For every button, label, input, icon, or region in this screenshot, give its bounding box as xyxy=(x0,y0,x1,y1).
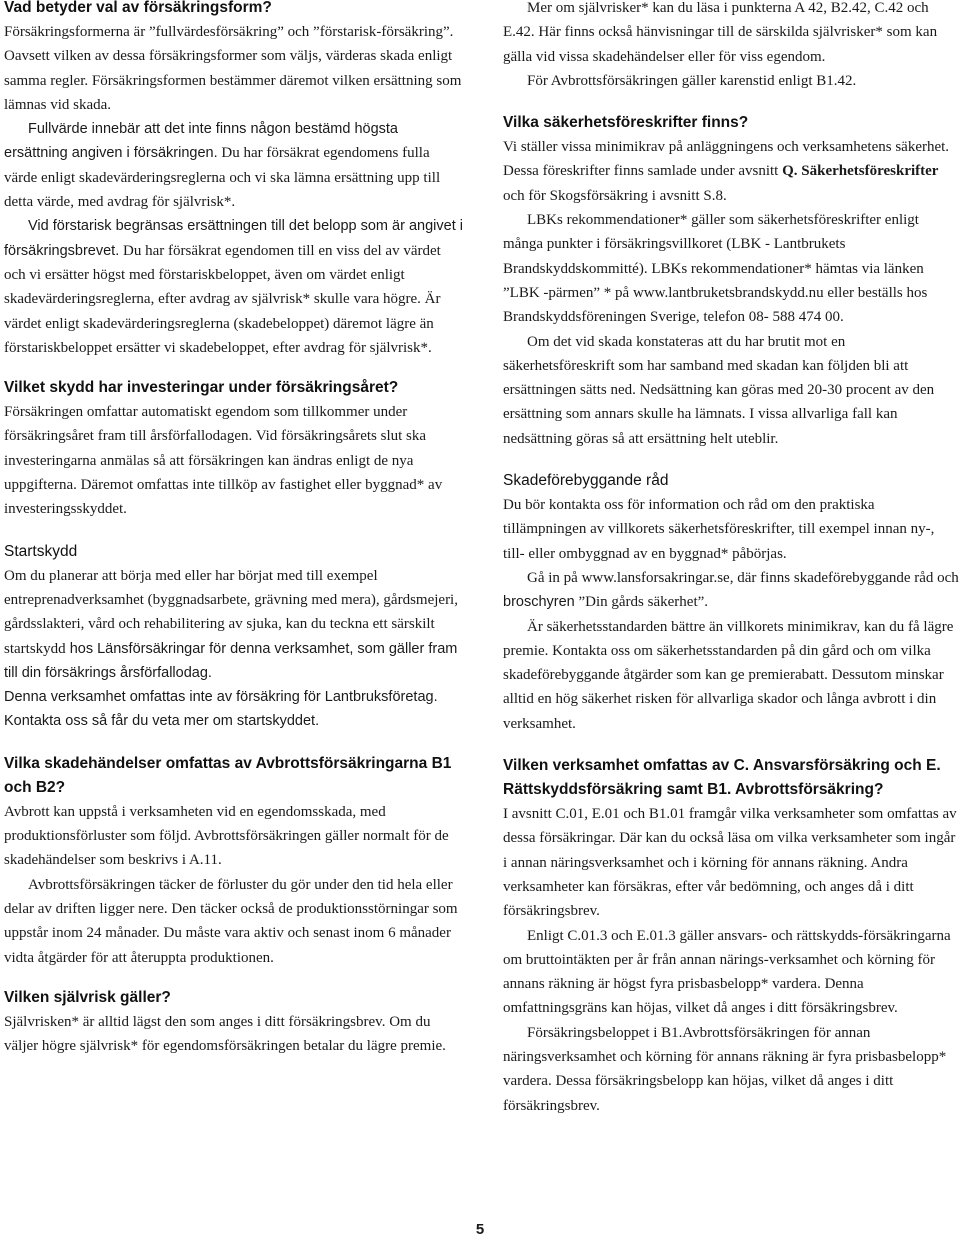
startskydd-text-b: hos Länsförsäkringar för denna verksamhet, som gäller fram till din försäkrings årsförfallodag. xyxy=(4,640,458,681)
contact-text-a: Kontakta oss så får du veta mer om xyxy=(4,713,233,730)
paragraph-lbk: LBKs rekommendationer* gäller som säkerhetsföreskrifter enligt många punkter i försäkringsvillkoret (LBK - Lantbrukets Brandskyddskommitté). LBKs rekommendationer* hämtas via länken ”LBK -pärmen” * på www.lantbruketsbrandskydd.nu eller beställs hos Brandskyddsföreningen Sverige, telefon 08- 588 474 00. xyxy=(503,212,928,326)
paragraph-lansforsakringar-link xyxy=(503,566,959,615)
link-text-a: Gå in på www.lansforsakringar.se, där finns skadeförebyggande råd och xyxy=(527,569,959,586)
paragraph-karenstid: För Avbrottsförsäkringen gäller karenstid enligt B1.42. xyxy=(527,72,857,89)
paragraph-avbrott-2: Avbrottsförsäkringen täcker de förluster du gör under den tid hela eller delar av driften ligger nere. Den täcker också de produktionsstörningar som uppstår inom 24 månader. Du måste vara aktiv och senast inom 6 månader vidta åtgärder för att återuppta produktionen. xyxy=(4,876,458,966)
paragraph-forstarisk xyxy=(4,214,464,360)
link-text-b: ”Din gårds säkerhet”. xyxy=(574,594,709,611)
paragraph-sjalvrisk: Självrisken* är alltid lägst den som anges i ditt försäkringsbrev. Om du väljer högre självrisk* för egendomsförsäkringen betalar du lägre premie. xyxy=(4,1013,446,1055)
paragraph-forsakringsbelopp: Försäkringsbeloppet i B1.Avbrottsförsäkringen för annan näringsverksamhet och körning för annans räkning är fyra prisbasbelopp* vardera. Dessa försäkringsbelopp kan höjas, vilket då anges i ditt försäkringsbrev. xyxy=(503,1024,947,1114)
heading-verksamhet: Vilken verksamhet omfattas av C. Ansvarsförsäkring och E. Rättskyddsförsäkring samt B1. Avbrottsförsäkring? xyxy=(503,757,941,799)
minimikrav-text-a: Vi ställer vissa minimikrav på anläggningens och verksamhetens säkerhet. Dessa föreskrifter finns samlade under avsnitt xyxy=(503,139,950,180)
heading-startskydd: Startskydd xyxy=(4,542,78,560)
paragraph-kontakta: Du bör kontakta oss för information och råd om den praktiska tillämpningen av villkorets säkerhetsföreskrifter, till exempel innan ny-, till- eller ombyggnad av en byggnad* påbörjas. xyxy=(503,497,935,562)
paragraph-premierabatt: Är säkerhetsstandarden bättre än villkorets minimikrav, kan du få lägre premie. Kontakta oss om säkerhetsstandarden på din gård och om vilka skadeförebyggande åtgärder som kan ge premierabatt. Dessutom minskar alltid en hög säkerhet risken för allvarliga skador och långa avbrott i din verksamhet. xyxy=(503,618,954,732)
paragraph-more-sjalvrisk: Mer om självrisker* kan du läsa i punkterna A 42, B2.42, C.42 och E.42. Här finns också hänvisningar till de särskilda självrisker* som kan gälla vid vissa skadehändelser eller för viss egendom. xyxy=(503,0,938,65)
paragraph-verksamheter: I avsnitt C.01, E.01 och B1.01 framgår vilka verksamheter som omfattas av dessa försäkringar. Där kan du också läsa om vilka verksamheter som ingår i annan näringsverksamhet och i körning för annans räkning. Andra verksamheter kan försäkras, efter vår bedömning, och anges då i ditt försäkringsbrev. xyxy=(503,806,957,920)
paragraph-startskydd xyxy=(4,564,464,685)
heading-sakerhetsforeskrifter: Vilka säkerhetsföreskrifter finns? xyxy=(503,114,749,132)
right-column xyxy=(503,0,959,1118)
paragraph-insurance-forms: Försäkringsformerna är ”fullvärdesförsäkring” och ”förstarisk-försäkring”. Oavsett vilken av dessa försäkringsformer som väljs, värderas skada enligt samma regler. Försäkringsformen bestämmer däremot vilken ersättning som lämnas vid skada. xyxy=(4,24,462,113)
startskydd-text-a: Om du planerar att börja med eller har börjat med till exempel entreprenadverksamhet (byggnadsarbete, grävning med mera), gårdsmejeri, gårdsslakteri, vård och rehabilitering av sjuka, kan du teckna ett särskilt startskydd xyxy=(4,567,458,657)
paragraph-nedsattning: Om det vid skada konstateras att du har brutit mot en säkerhetsföreskrift som har samband med skadan kan följden bli att ersättningen sätts ned. Nedsättning kan göras med 20-30 procent av den ersättning som annars skulle ha lämnats. I vissa allvarliga fall kan nedsättning göras så att ersättning helt uteblir. xyxy=(503,333,935,447)
left-column xyxy=(4,0,464,1058)
section-q-reference: Q. Säkerhetsföreskrifter xyxy=(782,163,939,180)
paragraph-enligt-c013: Enligt C.01.3 och E.01.3 gäller ansvars- och rättskydds-försäkringarna om bruttointäkten per år från annan närings-verksamhet och körning för annans räkning är högst fyra prisbasbelopp* vardera. Denna omfattningsgräns kan höjas, vilket då anges i ditt försäkringsbrev. xyxy=(503,927,951,1017)
fullvarde-sans-text: Fullvärde innebär att det inte finns någon bestämd högsta ersättning angiven i försäkringen. xyxy=(4,121,398,162)
fullvarde-serif-text: Du har försäkrat egendomens fulla värde enligt skadevärderingsreglerna och vi ska lämna ersättning upp till detta värde, med avdrag för självrisk*. xyxy=(4,145,441,211)
page-number: 5 xyxy=(475,1221,485,1238)
heading-sjalvrisk: Vilken självrisk gäller? xyxy=(4,988,171,1006)
broschyren-text: broschyren xyxy=(503,594,575,611)
minimikrav-text-b: och för Skogsförsäkring i avsnitt S.8. xyxy=(503,187,727,204)
heading-insurance-form: Vad betyder val av försäkringsform? xyxy=(4,0,272,16)
forstarisk-serif-text: Du har försäkrat egendomen till en viss del av värdet och vi ersätter högst med förstariskbeloppet, även om värdet enligt skadevärderingsreglerna, efter avdrag av självrisk* skulle vara högre. Är värdet enligt skadevärderingsreglerna (skadebeloppet) däremot lägre än förstariskbeloppet ersätter vi skadebeloppet, efter avdrag för självrisk*. xyxy=(4,242,441,356)
paragraph-contact-startskydd xyxy=(4,709,464,733)
heading-skadeforebyggande: Skadeförebyggande råd xyxy=(503,472,669,490)
contact-text-b: startskyddet. xyxy=(232,713,320,730)
paragraph-minimikrav xyxy=(503,135,959,208)
heading-investments: Vilket skydd har investeringar under försäkringsåret? xyxy=(4,379,399,397)
forstarisk-sans-text: Vid förstarisk begränsas ersättningen till det belopp som är angivet i försäkringsbrevet. xyxy=(4,218,463,259)
heading-avbrott: Vilka skadehändelser omfattas av Avbrottsförsäkringarna B1 och B2? xyxy=(4,754,452,796)
paragraph-lantbruk: Denna verksamhet omfattas inte av försäkring för Lantbruksföretag. xyxy=(4,689,438,706)
paragraph-fullvarde xyxy=(4,117,464,214)
paragraph-avbrott-1: Avbrott kan uppstå i verksamheten vid en egendomsskada, med produktionsförluster som följd. Avbrottsförsäkringen gäller normalt för de skadehändelser som beskrivs i A.11. xyxy=(4,803,449,869)
paragraph-investments: Försäkringen omfattar automatiskt egendom som tillkommer under försäkringsåret fram till årsförfallodagen. Vid försäkringsårets slut ska investeringarna anmälas så att försäkringen kan ändras enligt de nya uppgifterna. Däremot omfattas inte tillköp av fastighet eller byggnad* av investeringsskyddet. xyxy=(4,404,443,518)
